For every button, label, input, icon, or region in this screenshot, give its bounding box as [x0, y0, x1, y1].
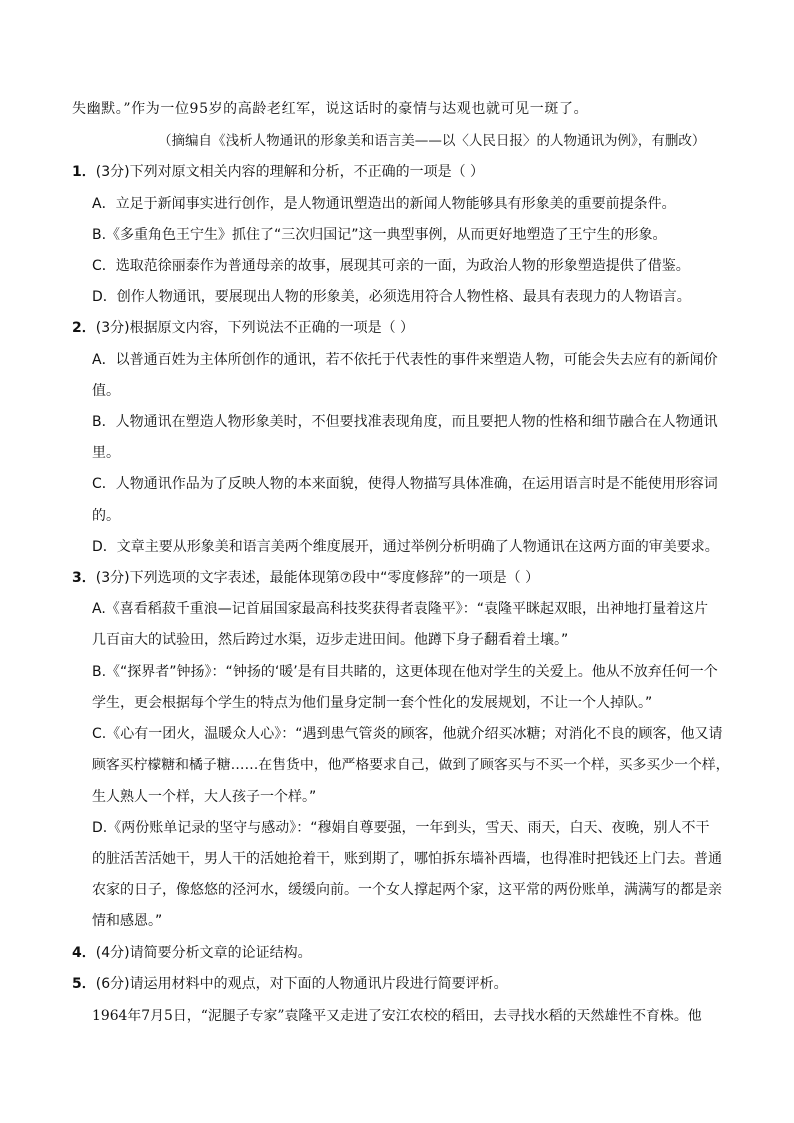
question-number: 3．: [72, 570, 96, 586]
question-1: [72, 162, 484, 182]
passage-tail: 失幽默。”作为一位95岁的高龄老红军，说这话时的豪情与达观也就可见一斑了。: [72, 101, 589, 117]
q3-option-c-cont: 生人熟人一个样，大人孩子一个样。”: [92, 789, 317, 805]
q3-option-c: C.《心有一团火，温暖众人心》：“遇到患气管炎的顾客，他就介绍买冰糖；对消化不良的顾客，他又请: [92, 726, 723, 742]
passage-source: （摘编自《浅析人物通讯的形象美和语言美——以〈人民日报〉的人物通讯为例》，有删改）: [158, 133, 706, 149]
question-5: [72, 974, 508, 994]
question-stem: (4分)请简要分析文章的论证结构。: [95, 945, 312, 961]
q1-option-d: D．创作人物通讯，要展现出人物的形象美，必须选用符合人物性格、最具有表现力的人物语言。: [92, 289, 691, 305]
q2-option-b: B．人物通讯在塑造人物形象美时，不但要找准表现角度，而且要把人物的性格和细节融合在人物通讯: [92, 414, 718, 430]
question-number: 4．: [72, 945, 96, 961]
question-2: [72, 318, 414, 338]
question-number: 5．: [72, 976, 96, 992]
q2-option-c-cont: 的。: [92, 508, 120, 524]
q3-option-c-cont: 顾客买柠檬糖和橘子糖……在售货中，他严格要求自己，做到了顾客买与不买一个样，买多买少一个样，: [92, 757, 730, 773]
question-number: 2．: [72, 320, 96, 336]
q1-option-b: B.《多重角色王宁生》抓住了“三次归国记”这一典型事例，从而更好地塑造了王宁生的形象。: [92, 227, 667, 243]
q3-option-d-cont: 的脏活苦活她干，男人干的活她抢着干，账到期了，哪怕拆东墙补西墙，也得准时把钱还上门去。普通: [92, 851, 722, 867]
question-number: 1．: [72, 164, 96, 180]
q2-option-a: A．以普通百姓为主体所创作的通讯，若不依托于代表性的事件来塑造人物，可能会失去应有的新闻价: [92, 352, 718, 368]
q3-option-d-cont: 情和感恩。”: [92, 913, 163, 929]
q3-option-b: B.《“探界者”钟扬》：“钟扬的‘暖’是有目共睹的，这更体现在他对学生的关爱上。他从不放弃任何一个: [92, 664, 718, 680]
q3-option-a-cont: 几百亩大的试验田，然后跨过水渠，迈步走进田间。他蹲下身子翻看着土壤。”: [92, 632, 569, 648]
q1-option-c: C．选取范徐丽泰作为普通母亲的故事，展现其可亲的一面，为政治人物的形象塑造提供了借鉴。: [92, 258, 690, 274]
q2-option-a-cont: 值。: [92, 383, 120, 399]
q1-option-a: A．立足于新闻事实进行创作，是人物通讯塑造出的新闻人物能够具有形象美的重要前提条件。: [92, 196, 676, 212]
question-stem: (3分)下列对原文相关内容的理解和分析，不正确的一项是（ ）: [95, 164, 485, 180]
q2-option-d: D．文章主要从形象美和语言美两个维度展开，通过举例分析明确了人物通讯在这两方面的审美要求。: [92, 539, 719, 555]
question-stem: (6分)请运用材料中的观点，对下面的人物通讯片段进行简要评析。: [95, 976, 508, 992]
q3-option-b-cont: 学生，更会根据每个学生的特点为他们量身定制一套个性化的发展规划，不让一个人掉队。”: [92, 695, 653, 711]
q2-option-b-cont: 里。: [92, 445, 120, 461]
question-3: [72, 568, 539, 588]
question-stem: (3分)根据原文内容，下列说法不正确的一项是（ ）: [95, 320, 415, 336]
question-4: [72, 943, 312, 963]
question-stem: (3分)下列选项的文字表述，最能体现第⑦段中“零度修辞”的一项是（ ）: [95, 570, 540, 586]
q3-option-a: A.《喜看稻菽千重浪—记首届国家最高科技奖获得者袁隆平》：“袁隆平眯起双眼，出神地打量着这片: [92, 601, 709, 617]
excerpt-text: 1964年7月5日，“泥腿子专家”袁隆平又走进了安江农校的稻田，去寻找水稻的天然雄性不育株。他: [92, 1008, 702, 1024]
q3-option-d: D.《两份账单记录的坚守与感动》：“穆娟自尊要强，一年到头，雪天、雨天，白天、夜晚，别人不干: [92, 820, 710, 836]
q2-option-c: C．人物通讯作品为了反映人物的本来面貌，使得人物描写具体准确，在运用语言时是不能使用形容词: [92, 476, 718, 492]
q3-option-d-cont: 农家的日子，像悠悠的泾河水，缓缓向前。一个女人撑起两个家，这平常的两份账单，满满写的都是亲: [92, 882, 722, 898]
